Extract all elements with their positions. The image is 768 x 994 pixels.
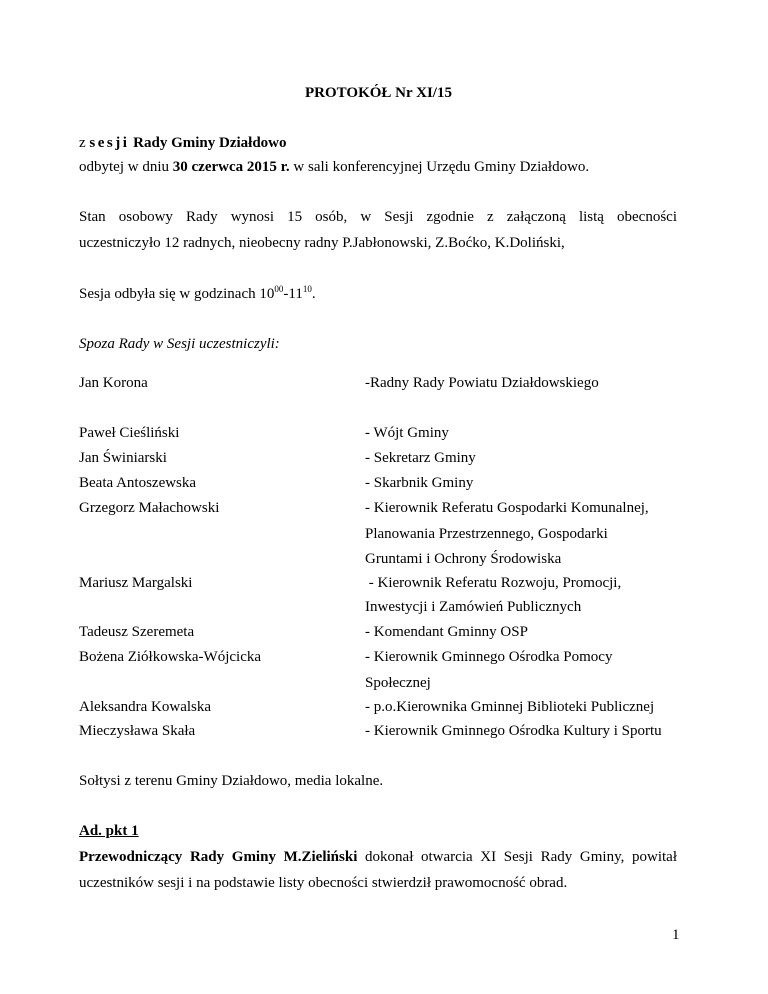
guests-heading: Spoza Rady w Sesji uczestniczyli: — [79, 336, 280, 352]
opening-text: dokonał otwarcia XI Sesji Rady Gminy, powitał — [365, 849, 678, 865]
chairman-name: Przewodniczący Rady Gminy M.Zieliński — [79, 849, 358, 865]
guest-role: - Wójt Gminy — [365, 425, 449, 441]
guest-role: - Kierownik Referatu Rozwoju, Promocji, — [365, 575, 622, 591]
guest-role: - Sekretarz Gminy — [365, 450, 476, 466]
session-prefix: z — [79, 135, 86, 151]
soltysi-line: Sołtysi z terenu Gminy Działdowo, media lokalne. — [79, 773, 384, 789]
guest-name: Mieczysława Skała — [79, 723, 196, 739]
guest-role-continued: Inwestycji i Zamówień Publicznych — [365, 599, 582, 615]
session-date-line — [79, 158, 589, 176]
guest-name: Aleksandra Kowalska — [79, 699, 212, 715]
guest-role: - Komendant Gminny OSP — [365, 624, 528, 640]
guest-role: -Radny Rady Powiatu Działdowskiego — [365, 375, 599, 391]
session-line — [79, 134, 287, 152]
guest-role: - Skarbnik Gminy — [365, 475, 474, 491]
opening-line-1 — [79, 848, 677, 866]
document-title: PROTOKÓŁ Nr XI/15 — [305, 85, 452, 101]
guest-name: Jan Świniarski — [79, 450, 167, 466]
agenda-point-heading: Ad. pkt 1 — [79, 823, 139, 839]
guest-name: Beata Antoszewska — [79, 475, 197, 491]
date-prefix: odbytej w dniu — [79, 159, 169, 175]
session-word: sesji — [89, 135, 130, 151]
hours-start: $10^{00}$ — [259, 284, 284, 302]
attendance-line-2: uczestniczyło 12 radnych, nieobecny radny P.Jabłonowski, Z.Boćko, K.Doliński, — [79, 235, 565, 251]
guest-role: - Kierownik Referatu Gospodarki Komunalnej, — [365, 500, 649, 516]
opening-line-2: uczestników sesji i na podstawie listy obecności stwierdził prawomocność obrad. — [79, 875, 568, 891]
guest-name: Jan Korona — [79, 375, 148, 391]
guest-name: Paweł Cieśliński — [79, 425, 180, 441]
guest-role-continued: Społecznej — [365, 675, 431, 691]
council-name: Rady Gminy Działdowo — [133, 135, 287, 151]
session-date: 30 czerwca 2015 r. — [172, 159, 290, 175]
hours-prefix: Sesja odbyła się w godzinach — [79, 286, 256, 302]
guest-role: - Kierownik Gminnego Ośrodka Pomocy — [365, 649, 613, 665]
guest-role: - p.o.Kierownika Gminnej Biblioteki Publicznej — [365, 699, 655, 715]
guest-name: Tadeusz Szeremeta — [79, 624, 195, 640]
guest-role-continued: Gruntami i Ochrony Środowiska — [365, 551, 562, 567]
page-number: 1 — [672, 927, 680, 943]
guest-role: - Kierownik Gminnego Ośrodka Kultury i Sportu — [365, 723, 662, 739]
session-hours: Sesja odbyła się w godzinach $10^{00}-11^{10}$. — [79, 284, 316, 302]
guest-name: Mariusz Margalski — [79, 575, 193, 591]
guest-name: Grzegorz Małachowski — [79, 500, 220, 516]
hours-end: $11^{10}$ — [288, 284, 312, 302]
guest-name: Bożena Ziółkowska-Wójcicka — [79, 649, 262, 665]
date-suffix: w sali konferencyjnej Urzędu Gminy Działdowo. — [293, 159, 590, 175]
guest-role-continued: Planowania Przestrzennego, Gospodarki — [365, 526, 608, 542]
attendance-line-1: Stan osobowy Rady wynosi 15 osób, w Sesji zgodnie z załączoną listą obecności — [79, 209, 677, 225]
